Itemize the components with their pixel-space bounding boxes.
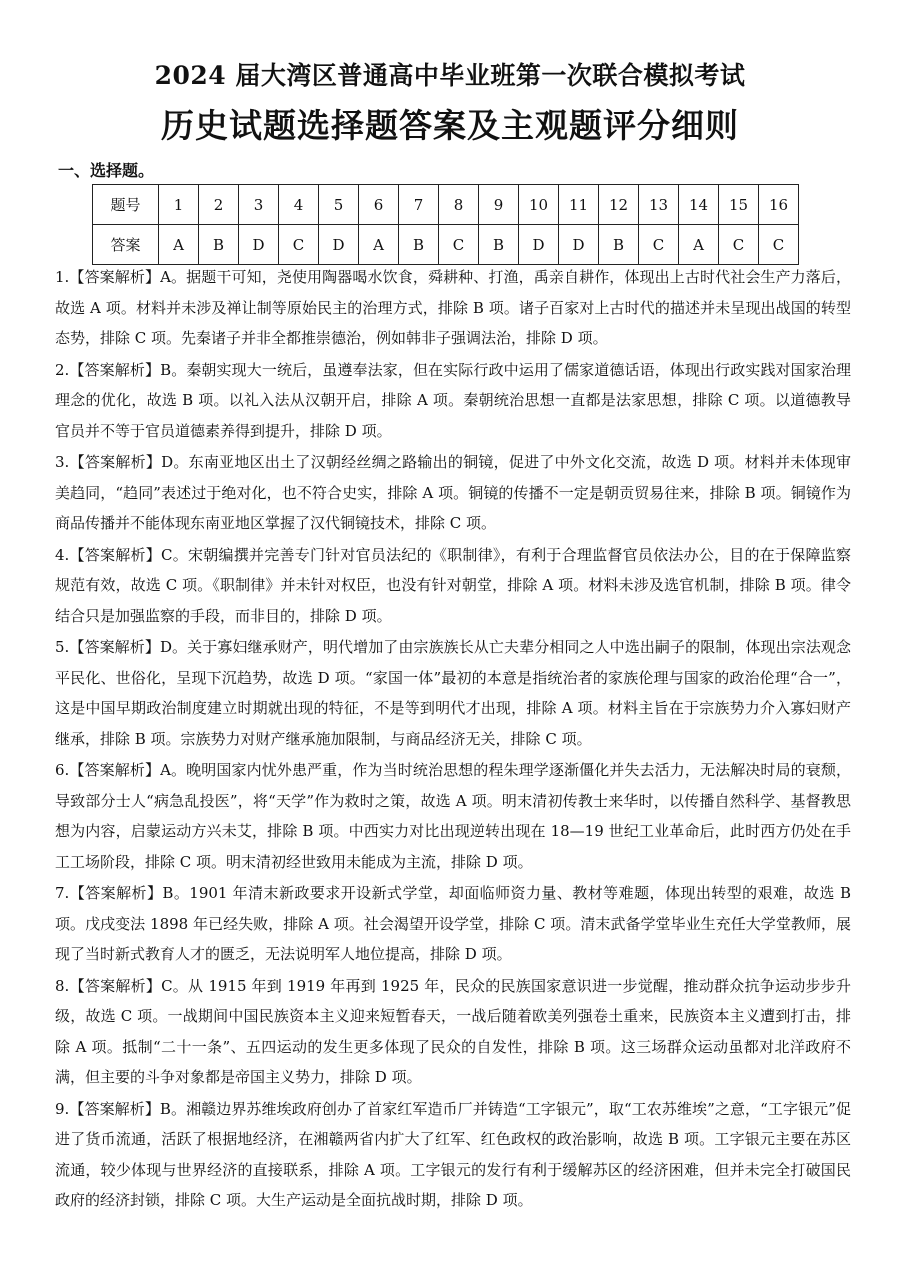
answer-cell: A xyxy=(159,225,199,265)
question-number: 16 xyxy=(759,185,799,225)
answer-cell: D xyxy=(239,225,279,265)
explanation-item: 6.【答案解析】A。晚明国家内忧外患严重，作为当时统治思想的程朱理学逐渐僵化并失去活力，无法解决时局的衰颓，导致部分士人“病急乱投医”，将“天学”作为救时之策，故选 A 项。明末清初传教士来华时，以传播自然科学、基督教思想为内容，启蒙运动方兴未艾，排除 B 项。中西实力对比出现逆转出现在 18—19 世纪工业革命后，此时西方仍处在手工工场阶段，排除 C 项。明末清初经世致用未能成为主流，排除 D 项。 xyxy=(55,761,851,871)
question-number: 1 xyxy=(159,185,199,225)
question-number: 13 xyxy=(639,185,679,225)
explanation-item: 3.【答案解析】D。东南亚地区出土了汉朝经丝绸之路输出的铜镜，促进了中外文化交流，故选 D 项。材料并未体现审美趋同，“趋同”表述过于绝对化，也不符合史实，排除 A 项。铜镜的传播不一定是朝贡贸易往来，排除 B 项。铜镜作为商品传播并不能体现东南亚地区掌握了汉代铜镜技术，排除 C 项。 xyxy=(55,453,851,532)
explanation-item: 4.【答案解析】C。宋朝编撰并完善专门针对官员法纪的《职制律》，有利于合理监督官员依法办公，目的在于保障监察规范有效，故选 C 项。《职制律》并未针对权臣，也没有针对朝堂，排除 A 项。材料未涉及选官机制，排除 B 项。律令结合只是加强监察的手段，而非目的，排除 D 项。 xyxy=(55,545,851,625)
answer-cell: D xyxy=(319,225,359,265)
answer-cell: B xyxy=(199,225,239,265)
exam-title: 2024 届大湾区普通高中毕业班第一次联合模拟考试 xyxy=(154,61,746,90)
answer-cell: C xyxy=(439,225,479,265)
explanation-item: 1.【答案解析】A。据题干可知，尧使用陶器喝水饮食，舜耕种、打渔，禹亲自耕作，体现出上古时代社会生产力落后，故选 A 项。材料并未涉及禅让制等原始民主的治理方式，排除 B 项。诸子百家对上古时代的描述并未呈现出战国的转型态势，排除 C 项。先秦诸子并非全都推崇德治，例如韩非子强调法治，排除 D 项。 xyxy=(55,268,851,347)
explanation-item: 7.【答案解析】B。1901 年清末新政要求开设新式学堂，却面临师资力量、教材等难题，体现出转型的艰难，故选 B 项。戊戌变法 1898 年已经失败，排除 A 项。社会渴望开设学堂，排除 C 项。清末武备学堂毕业生充任大学堂教师，展现了当时新式教育人才的匮乏，无法说明军人地位提高，排除 D 项。 xyxy=(55,884,851,963)
row-label-number: 题号 xyxy=(93,185,159,225)
question-number: 6 xyxy=(359,185,399,225)
question-number: 12 xyxy=(599,185,639,225)
answer-cell: C xyxy=(759,225,799,265)
answer-table xyxy=(92,184,799,265)
explanation-item: 2.【答案解析】B。秦朝实现大一统后，虽遵奉法家，但在实际行政中运用了儒家道德话语，体现出行政实践对国家治理理念的优化，故选 B 项。以礼入法从汉朝开启，排除 A 项。秦朝统治思想一直都是法家思想，排除 C 项。以道德教导官员并不等于官员道德素养得到提升，排除 D 项。 xyxy=(55,360,851,440)
number-row xyxy=(93,185,799,225)
question-number: 15 xyxy=(719,185,759,225)
answer-cell: C xyxy=(279,225,319,265)
row-label-answer: 答案 xyxy=(93,225,159,265)
question-number: 11 xyxy=(559,185,599,225)
document-subtitle: 历史试题选择题答案及主观题评分细则 xyxy=(161,106,739,145)
question-number: 5 xyxy=(319,185,359,225)
question-number: 14 xyxy=(679,185,719,225)
answer-cell: C xyxy=(639,225,679,265)
answer-row xyxy=(93,225,799,265)
answer-cell: D xyxy=(519,225,559,265)
explanation-list xyxy=(55,262,851,1217)
answer-cell: D xyxy=(559,225,599,265)
question-number: 4 xyxy=(279,185,319,225)
explanation-item: 9.【答案解析】B。湘赣边界苏维埃政府创办了首家红军造币厂并铸造“工字银元”，取“工农苏维埃”之意，“工字银元”促进了货币流通，活跃了根据地经济，在湘赣两省内扩大了红军、红色政权的政治影响，故选 B 项。工字银元主要在苏区流通，较少体现与世界经济的直接联系，排除 A 项。工字银元的发行有利于缓解苏区的经济困难，但并未完全打破国民政府的经济封锁，排除 C 项。大生产运动是全面抗战时期，排除 D 项。 xyxy=(55,1099,851,1209)
answer-cell: A xyxy=(679,225,719,265)
answer-cell: B xyxy=(399,225,439,265)
answer-cell: A xyxy=(359,225,399,265)
question-number: 8 xyxy=(439,185,479,225)
answer-cell: B xyxy=(599,225,639,265)
question-number: 9 xyxy=(479,185,519,225)
question-number: 2 xyxy=(199,185,239,225)
explanation-item: 5.【答案解析】D。关于寡妇继承财产，明代增加了由宗族族长从亡夫辈分相同之人中选出嗣子的限制，体现出宗法观念平民化、世俗化，呈现下沉趋势，故选 D 项。“家国一体”最初的本意是指统治者的家族伦理与国家的政治伦理“合一”，这是中国早期政治制度建立时期就出现的特征，不是等到明代才出现，排除 A 项。材料主旨在于宗族势力介入寡妇财产继承，排除 B 项。宗族势力对财产继承施加限制，与商品经济无关，排除 C 项。 xyxy=(55,638,851,748)
section-heading: 一、选择题。 xyxy=(58,161,155,180)
answer-cell: B xyxy=(479,225,519,265)
question-number: 7 xyxy=(399,185,439,225)
explanation-item: 8.【答案解析】C。从 1915 年到 1919 年再到 1925 年，民众的民族国家意识进一步觉醒，推动群众抗争运动步步升级，故选 C 项。一战期间中国民族资本主义迎来短暂春天，一战后随着欧美列强卷土重来，民族资本主义遭到打击，排除 A 项。抵制“二十一条”、五四运动的发生更多体现了民众的自发性，排除 B 项。这三场群众运动虽都对北洋政府不满，但主要的斗争对象都是帝国主义势力，排除 D 项。 xyxy=(55,976,851,1086)
question-number: 3 xyxy=(239,185,279,225)
answer-cell: C xyxy=(719,225,759,265)
question-number: 10 xyxy=(519,185,559,225)
